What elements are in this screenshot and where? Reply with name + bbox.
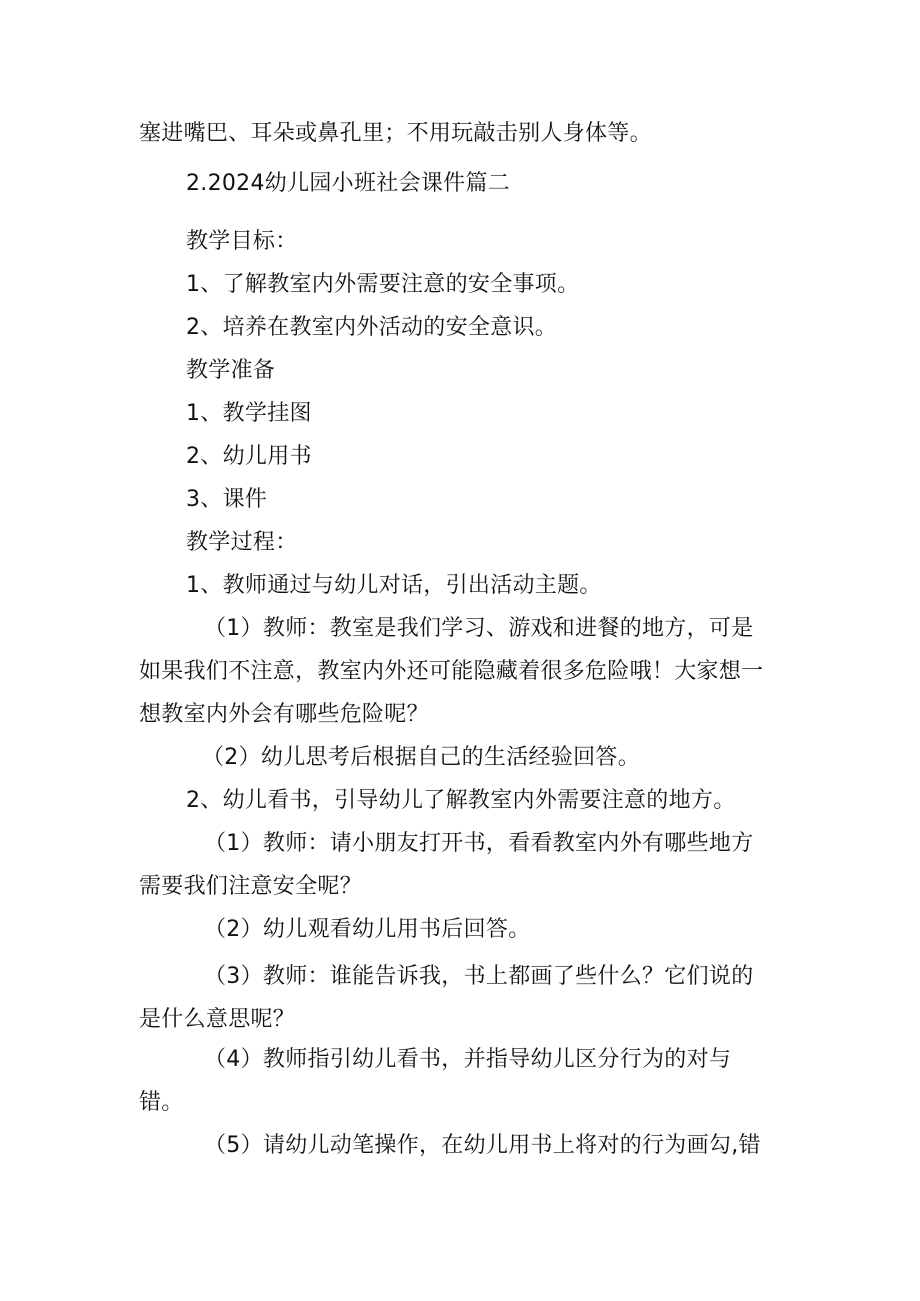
paragraph-line: （5）请幼儿动笔操作，在幼儿用书上将对的行为画勾,错 [204, 1133, 761, 1158]
list-item: 3、课件 [186, 487, 268, 512]
step-item: 2、幼儿看书，引导幼儿了解教室内外需要注意的地方。 [186, 788, 736, 813]
paragraph-line: 想教室内外会有哪些危险呢？ [139, 702, 429, 727]
paragraph-line: （1）教师：教室是我们学习、游戏和进餐的地方，可是 [204, 616, 754, 641]
list-item: 1、了解教室内外需要注意的安全事项。 [186, 272, 580, 297]
subheading-preparation: 教学准备 [186, 358, 276, 383]
paragraph-line: 是什么意思呢？ [139, 1007, 296, 1032]
list-item: 2、幼儿用书 [186, 444, 312, 469]
paragraph-line: 需要我们注意安全呢？ [139, 874, 363, 899]
subheading-process: 教学过程： [186, 530, 298, 555]
paragraph-line: （4）教师指引幼儿看书，并指导幼儿区分行为的对与 [204, 1047, 732, 1072]
section-heading: 2.2024幼儿园小班社会课件篇二 [186, 171, 511, 196]
step-item: 1、教师通过与幼儿对话，引出活动主题。 [186, 573, 602, 598]
paragraph-line: 如果我们不注意，教室内外还可能隐藏着很多危险哦！大家想一 [139, 659, 764, 684]
list-item: 1、教学挂图 [186, 401, 312, 426]
paragraph-line: （2）幼儿观看幼儿用书后回答。 [204, 917, 531, 942]
paragraph-line: 错。 [139, 1090, 184, 1115]
paragraph-line: （2）幼儿思考后根据自己的生活经验回答。 [202, 745, 640, 770]
body-text-line: 塞进嘴巴、耳朵或鼻孔里；不用玩敲击别人身体等。 [139, 121, 652, 146]
paragraph-line: （3）教师：谁能告诉我，书上都画了些什么？它们说的 [204, 964, 754, 989]
list-item: 2、培养在教室内外活动的安全意识。 [186, 315, 558, 340]
paragraph-line: （1）教师：请小朋友打开书，看看教室内外有哪些地方 [204, 831, 754, 856]
subheading-objectives: 教学目标： [186, 229, 298, 254]
